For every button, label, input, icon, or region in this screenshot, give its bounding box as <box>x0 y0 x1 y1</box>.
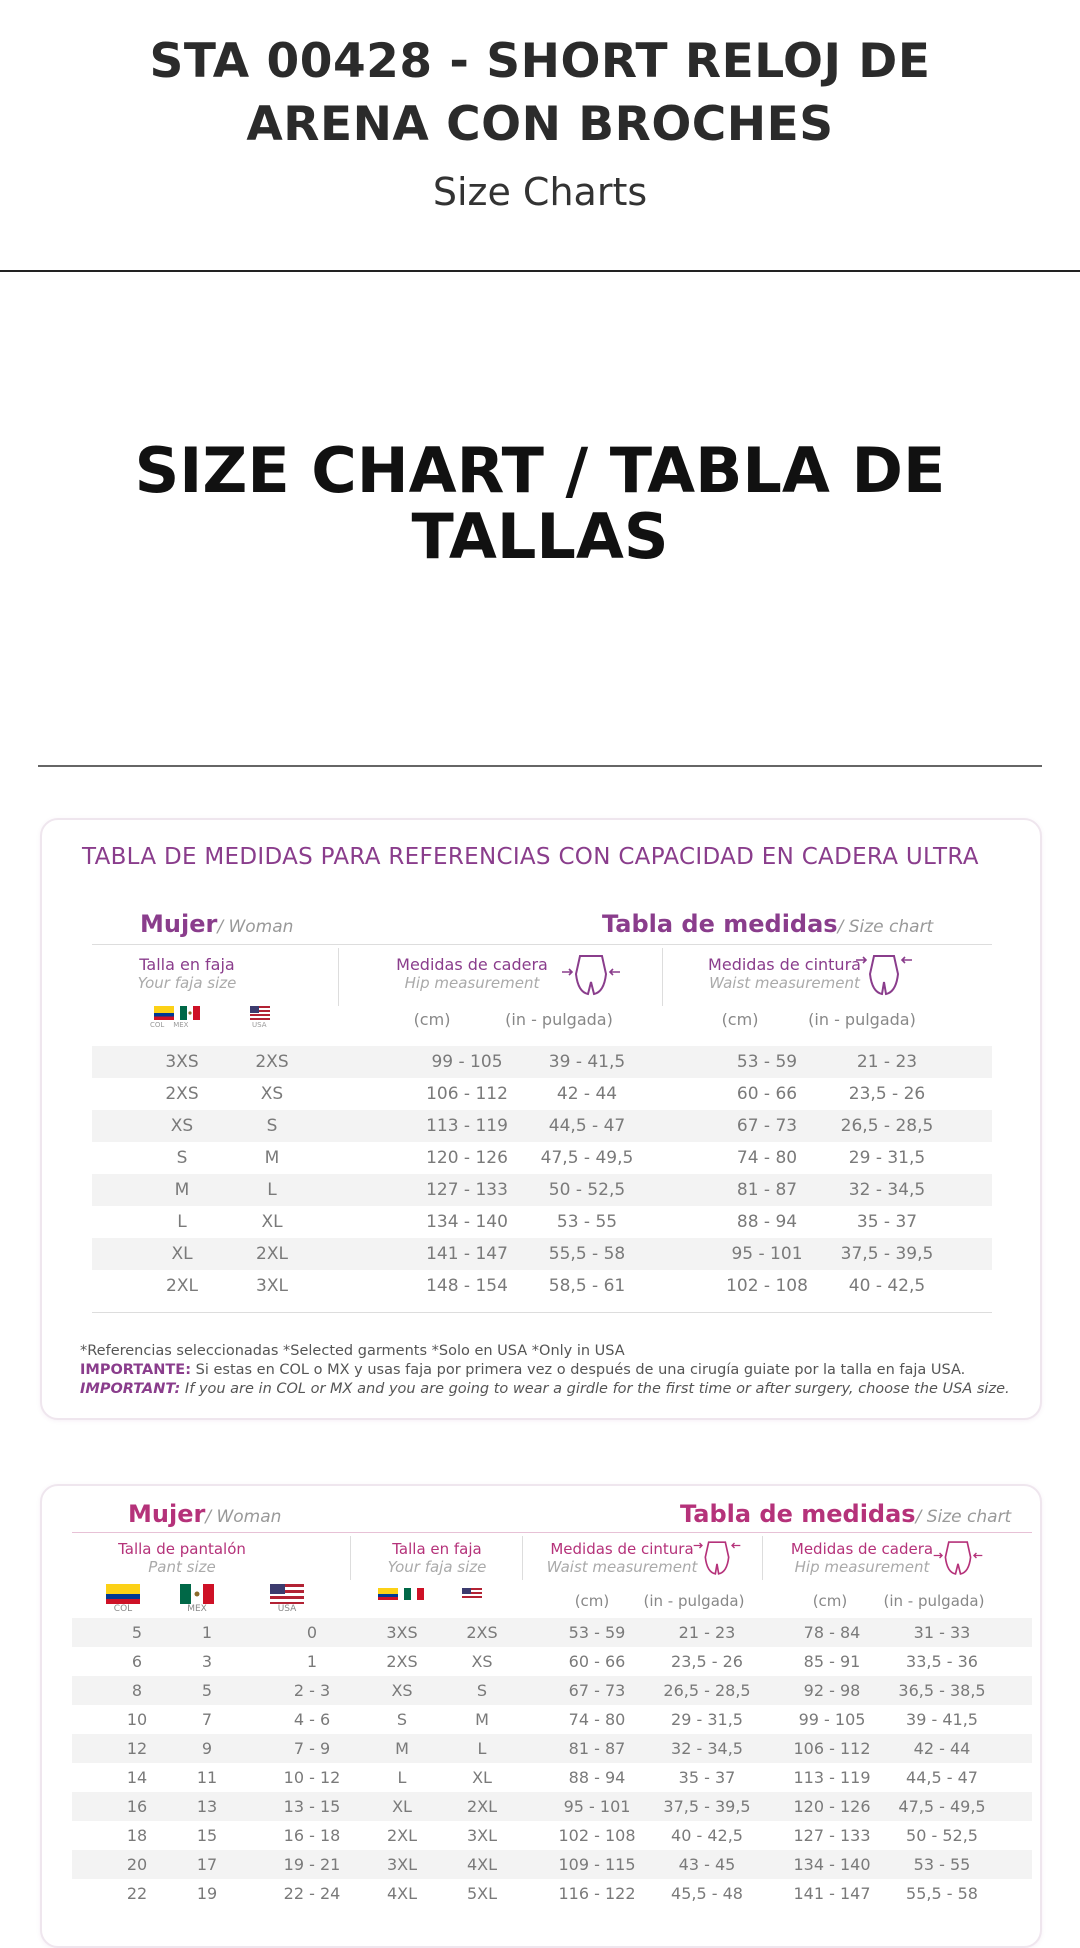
cell-waist-in: 35 - 37 <box>678 1768 736 1787</box>
chart2-divider-b <box>522 1536 523 1580</box>
chart1-divider-b <box>662 948 663 1006</box>
cell-hip-cm: 127 - 133 <box>793 1826 871 1845</box>
cell-usa: 1 <box>306 1652 318 1671</box>
cell-faja-cm: M <box>395 1739 409 1758</box>
cell-hip-in: 58,5 - 61 <box>548 1276 626 1296</box>
cell-waist-cm: 88 - 94 <box>736 1212 798 1232</box>
cell-usa: L <box>267 1180 277 1200</box>
chart1-note-references: *Referencias seleccionadas *Selected garments *Solo en USA *Only in USA <box>80 1343 625 1359</box>
table-row <box>92 1078 992 1110</box>
chart2-divider-a <box>350 1536 351 1580</box>
cell-waist-cm: 109 - 115 <box>558 1855 636 1874</box>
cell-col: 5 <box>131 1623 143 1642</box>
table-row <box>72 1821 1032 1850</box>
cell-col: 12 <box>126 1739 148 1758</box>
cell-colmx: 3XS <box>165 1052 199 1072</box>
cell-usa: 10 - 12 <box>283 1768 341 1787</box>
cell-colmx: L <box>177 1212 187 1232</box>
mexico-flag-icon <box>180 1006 200 1020</box>
cell-hip-in: 31 - 33 <box>913 1623 971 1642</box>
cell-usa: 0 <box>306 1623 318 1642</box>
cell-waist-in: 29 - 31,5 <box>671 1710 743 1729</box>
table-row <box>92 1206 992 1238</box>
table-row <box>72 1618 1032 1647</box>
cell-faja-usa: S <box>476 1681 488 1700</box>
chart2-tabla-label: Tabla de medidas/ Size chart <box>680 1500 1012 1528</box>
chart2-col-faja: Talla en faja Your faja size <box>387 1540 487 1576</box>
cell-faja-usa: 4XL <box>466 1855 498 1874</box>
chart1-waist-unit-in: (in - pulgada) <box>808 1010 916 1029</box>
chart1-bottom-rule <box>92 1312 992 1313</box>
cell-faja-cm: 4XL <box>386 1884 418 1903</box>
cell-hip-cm: 148 - 154 <box>426 1276 508 1296</box>
waist-figure-icon <box>854 952 914 998</box>
mexico-flag-icon <box>180 1584 214 1604</box>
cell-mex: 7 <box>201 1710 213 1729</box>
cell-mex: 5 <box>201 1681 213 1700</box>
table-row <box>72 1850 1032 1879</box>
cell-hip-cm: 106 - 112 <box>793 1739 871 1758</box>
cell-colmx: S <box>176 1148 188 1168</box>
table-row <box>92 1046 992 1078</box>
cell-usa: 3XL <box>256 1276 288 1296</box>
cell-faja-cm: XS <box>391 1681 413 1700</box>
cell-waist-in: 32 - 34,5 <box>671 1739 743 1758</box>
chart1-flag-label-usa: USA <box>252 1021 267 1029</box>
cell-usa: XL <box>261 1212 283 1232</box>
cell-waist-in: 26,5 - 28,5 <box>840 1116 934 1136</box>
hip-figure-icon <box>560 952 622 998</box>
chart1-divider-a <box>338 948 339 1006</box>
cell-waist-cm: 53 - 59 <box>736 1052 798 1072</box>
cell-col: 14 <box>126 1768 148 1787</box>
cell-waist-cm: 95 - 101 <box>731 1244 803 1264</box>
table-row <box>92 1142 992 1174</box>
cell-mex: 17 <box>196 1855 218 1874</box>
usa-flag-icon <box>250 1006 270 1020</box>
chart1-mujer-label: Mujer/ Woman <box>140 910 294 938</box>
cell-hip-cm: 141 - 147 <box>793 1884 871 1903</box>
cell-hip-in: 44,5 - 47 <box>906 1768 978 1787</box>
cell-usa: 13 - 15 <box>283 1797 341 1816</box>
usa-flag-icon <box>270 1584 304 1604</box>
chart2-col-waist: Medidas de cintura Waist measurement <box>546 1540 698 1576</box>
cell-usa: 7 - 9 <box>293 1739 331 1758</box>
cell-waist-cm: 60 - 66 <box>568 1652 626 1671</box>
cell-waist-in: 40 - 42,5 <box>671 1826 743 1845</box>
chart1-note-importante: IMPORTANTE: Si estas en COL o MX y usas faja por primera vez o después de una cirugía guiate por la talla en faja USA. <box>80 1362 966 1378</box>
colombia-flag-icon <box>106 1584 140 1604</box>
cell-faja-usa: 2XL <box>466 1797 498 1816</box>
cell-waist-in: 29 - 31,5 <box>848 1148 926 1168</box>
cell-hip-cm: 113 - 119 <box>793 1768 871 1787</box>
chart2-hip-unit-cm: (cm) <box>812 1592 848 1610</box>
cell-usa: S <box>266 1116 278 1136</box>
cell-hip-in: 50 - 52,5 <box>906 1826 978 1845</box>
cell-waist-cm: 67 - 73 <box>736 1116 798 1136</box>
cell-waist-cm: 74 - 80 <box>736 1148 798 1168</box>
cell-waist-in: 37,5 - 39,5 <box>840 1244 934 1264</box>
product-header <box>0 0 1080 272</box>
cell-mex: 13 <box>196 1797 218 1816</box>
chart1-note-important: IMPORTANT: If you are in COL or MX and you are going to wear a girdle for the first time or after surgery, choose the USA size. <box>80 1381 1010 1397</box>
chart2-hip-unit-in: (in - pulgada) <box>883 1592 985 1610</box>
colombia-flag-icon <box>154 1006 174 1020</box>
chart2-waist-unit-in: (in - pulgada) <box>643 1592 745 1610</box>
cell-usa: 22 - 24 <box>283 1884 341 1903</box>
cell-faja-cm: 3XS <box>386 1623 418 1642</box>
chart2-flag-label-mex: MEX <box>187 1604 207 1614</box>
cell-waist-cm: 102 - 108 <box>726 1276 808 1296</box>
cell-hip-cm: 99 - 105 <box>798 1710 866 1729</box>
cell-col: 10 <box>126 1710 148 1729</box>
cell-faja-usa: XL <box>472 1768 492 1787</box>
cell-faja-cm: 2XS <box>386 1652 418 1671</box>
table-row <box>72 1879 1032 1908</box>
table-row <box>92 1110 992 1142</box>
cell-hip-cm: 134 - 140 <box>793 1855 871 1874</box>
cell-mex: 9 <box>201 1739 213 1758</box>
cell-faja-usa: M <box>475 1710 489 1729</box>
cell-hip-in: 44,5 - 47 <box>548 1116 626 1136</box>
chart1-waist-unit-cm: (cm) <box>721 1010 759 1029</box>
cell-hip-in: 53 - 55 <box>556 1212 618 1232</box>
cell-usa: 4 - 6 <box>293 1710 331 1729</box>
cell-hip-in: 42 - 44 <box>556 1084 618 1104</box>
cell-hip-in: 55,5 - 58 <box>548 1244 626 1264</box>
cell-usa: 2XL <box>256 1244 288 1264</box>
chart1-hip-unit-in: (in - pulgada) <box>505 1010 613 1029</box>
usa-flag-icon <box>462 1588 482 1600</box>
cell-hip-cm: 120 - 126 <box>793 1797 871 1816</box>
chart1-col-faja: Talla en faja Your faja size <box>137 955 237 992</box>
cell-hip-cm: 78 - 84 <box>803 1623 861 1642</box>
cell-faja-usa: L <box>477 1739 487 1758</box>
cell-col: 6 <box>131 1652 143 1671</box>
cell-waist-in: 26,5 - 28,5 <box>663 1681 751 1700</box>
cell-waist-cm: 53 - 59 <box>568 1623 626 1642</box>
cell-faja-cm: XL <box>392 1797 412 1816</box>
cell-waist-in: 43 - 45 <box>678 1855 736 1874</box>
cell-faja-usa: 2XS <box>466 1623 498 1642</box>
cell-waist-in: 21 - 23 <box>856 1052 918 1072</box>
table-row <box>72 1705 1032 1734</box>
cell-hip-cm: 120 - 126 <box>426 1148 508 1168</box>
cell-usa: XS <box>260 1084 284 1104</box>
chart1-col-hip: Medidas de cadera Hip measurement <box>396 955 548 992</box>
cell-col: 16 <box>126 1797 148 1816</box>
chart1-flag-labels: COL MEX <box>150 1021 189 1029</box>
cell-usa: 2XS <box>255 1052 289 1072</box>
cell-hip-cm: 106 - 112 <box>426 1084 508 1104</box>
chart1-header-rule <box>92 944 992 945</box>
cell-waist-in: 23,5 - 26 <box>848 1084 926 1104</box>
cell-waist-cm: 74 - 80 <box>568 1710 626 1729</box>
cell-mex: 1 <box>201 1623 213 1642</box>
cell-faja-usa: 5XL <box>466 1884 498 1903</box>
cell-colmx: XL <box>171 1244 193 1264</box>
cell-hip-in: 39 - 41,5 <box>548 1052 626 1072</box>
cell-waist-cm: 95 - 101 <box>563 1797 631 1816</box>
cell-hip-in: 33,5 - 36 <box>906 1652 978 1671</box>
chart2-flag-label-usa: USA <box>277 1604 297 1614</box>
table-row <box>92 1270 992 1302</box>
chart1-col-waist: Medidas de cintura Waist measurement <box>708 955 861 992</box>
table-row <box>92 1174 992 1206</box>
chart2-waist-unit-cm: (cm) <box>574 1592 610 1610</box>
cell-hip-in: 47,5 - 49,5 <box>898 1797 986 1816</box>
cell-hip-cm: 127 - 133 <box>426 1180 508 1200</box>
cell-usa: 19 - 21 <box>283 1855 341 1874</box>
cell-faja-cm: S <box>396 1710 408 1729</box>
cell-hip-in: 42 - 44 <box>913 1739 971 1758</box>
mexico-flag-icon <box>404 1588 424 1600</box>
cell-hip-cm: 99 - 105 <box>431 1052 503 1072</box>
cell-hip-cm: 85 - 91 <box>803 1652 861 1671</box>
cell-hip-cm: 134 - 140 <box>426 1212 508 1232</box>
cell-waist-cm: 88 - 94 <box>568 1768 626 1787</box>
cell-colmx: M <box>174 1180 190 1200</box>
chart2-flag-label-col: COL <box>113 1604 133 1614</box>
cell-waist-in: 45,5 - 48 <box>671 1884 743 1903</box>
cell-faja-cm: 2XL <box>386 1826 418 1845</box>
cell-hip-cm: 113 - 119 <box>426 1116 508 1136</box>
colombia-flag-icon <box>378 1588 398 1600</box>
cell-waist-in: 32 - 34,5 <box>848 1180 926 1200</box>
chart1-title: TABLA DE MEDIDAS PARA REFERENCIAS CON CAPACIDAD EN CADERA ULTRA <box>82 844 979 870</box>
cell-waist-in: 21 - 23 <box>678 1623 736 1642</box>
cell-faja-cm: 3XL <box>386 1855 418 1874</box>
table-row <box>92 1238 992 1270</box>
cell-colmx: XS <box>170 1116 194 1136</box>
chart2-mujer-label: Mujer/ Woman <box>128 1500 282 1528</box>
table-row <box>72 1763 1032 1792</box>
size-chart-card-1 <box>40 818 1042 1420</box>
waist-figure-icon <box>692 1538 742 1578</box>
cell-mex: 11 <box>196 1768 218 1787</box>
cell-col: 8 <box>131 1681 143 1700</box>
cell-faja-usa: XS <box>471 1652 493 1671</box>
cell-hip-in: 55,5 - 58 <box>906 1884 978 1903</box>
cell-mex: 19 <box>196 1884 218 1903</box>
size-charts-subtitle: Size Charts <box>432 170 648 214</box>
cell-usa: M <box>264 1148 280 1168</box>
cell-usa: 16 - 18 <box>283 1826 341 1845</box>
cell-waist-in: 37,5 - 39,5 <box>663 1797 751 1816</box>
cell-hip-in: 47,5 - 49,5 <box>540 1148 634 1168</box>
cell-faja-cm: L <box>397 1768 407 1787</box>
chart2-col-hip: Medidas de cadera Hip measurement <box>790 1540 934 1576</box>
cell-waist-cm: 60 - 66 <box>736 1084 798 1104</box>
chart2-header-rule <box>72 1532 1032 1533</box>
cell-waist-cm: 81 - 87 <box>568 1739 626 1758</box>
cell-col: 18 <box>126 1826 148 1845</box>
cell-waist-cm: 81 - 87 <box>736 1180 798 1200</box>
cell-hip-in: 50 - 52,5 <box>548 1180 626 1200</box>
cell-waist-in: 23,5 - 26 <box>671 1652 743 1671</box>
chart1-tabla-label: Tabla de medidas/ Size chart <box>602 910 934 938</box>
cell-waist-in: 35 - 37 <box>856 1212 918 1232</box>
hip-figure-icon <box>932 1538 984 1578</box>
cell-waist-cm: 102 - 108 <box>558 1826 636 1845</box>
table-row <box>72 1676 1032 1705</box>
cell-usa: 2 - 3 <box>293 1681 331 1700</box>
cell-waist-cm: 116 - 122 <box>558 1884 636 1903</box>
chart2-divider-c <box>762 1536 763 1580</box>
cell-colmx: 2XL <box>166 1276 198 1296</box>
cell-hip-cm: 92 - 98 <box>803 1681 861 1700</box>
cell-hip-in: 36,5 - 38,5 <box>898 1681 986 1700</box>
cell-waist-in: 40 - 42,5 <box>848 1276 926 1296</box>
table-row <box>72 1734 1032 1763</box>
cell-col: 20 <box>126 1855 148 1874</box>
cell-hip-cm: 141 - 147 <box>426 1244 508 1264</box>
product-title: STA 00428 - SHORT RELOJ DE ARENA CON BROCHES <box>149 34 931 152</box>
chart1-hip-unit-cm: (cm) <box>413 1010 451 1029</box>
cell-faja-usa: 3XL <box>466 1826 498 1845</box>
cell-waist-cm: 67 - 73 <box>568 1681 626 1700</box>
chart2-col-pant: Talla de pantalón Pant size <box>118 1540 246 1576</box>
table-row <box>72 1647 1032 1676</box>
cell-col: 22 <box>126 1884 148 1903</box>
table-row <box>72 1792 1032 1821</box>
cell-hip-in: 39 - 41,5 <box>906 1710 978 1729</box>
section-title: SIZE CHART / TABLA DE TALLAS <box>134 434 946 573</box>
divider <box>38 765 1042 767</box>
cell-hip-in: 53 - 55 <box>913 1855 971 1874</box>
size-chart-card-2 <box>40 1484 1042 1948</box>
cell-mex: 3 <box>201 1652 213 1671</box>
cell-colmx: 2XS <box>165 1084 199 1104</box>
cell-mex: 15 <box>196 1826 218 1845</box>
